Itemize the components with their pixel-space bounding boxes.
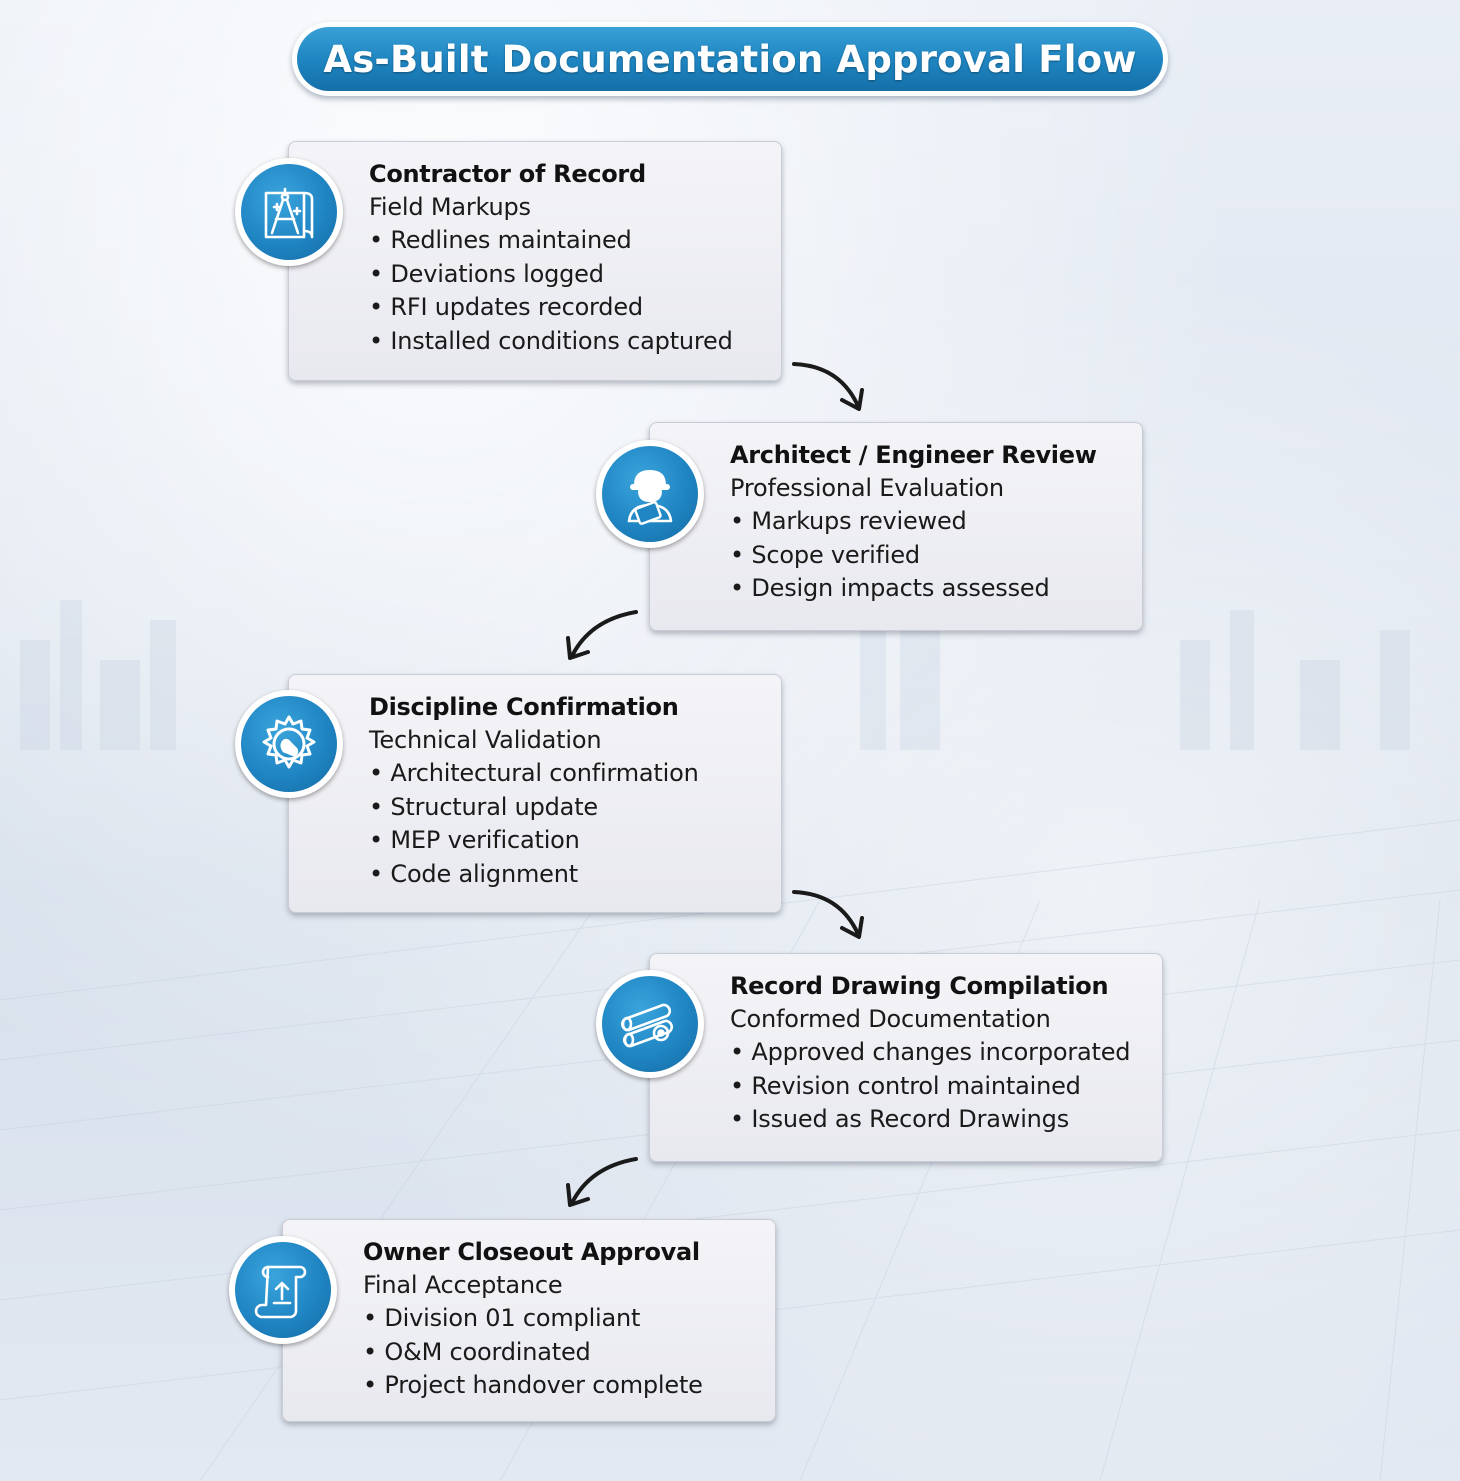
step-subtitle: Final Acceptance <box>363 1271 563 1299</box>
blueprint-compass-icon <box>241 164 337 260</box>
step-text <box>363 1236 765 1403</box>
step-item: • Code alignment <box>369 858 771 891</box>
step-card-owner-closeout-approval <box>282 1219 776 1422</box>
step-title: Contractor of Record <box>369 160 646 188</box>
step-text <box>730 439 1132 606</box>
step-subtitle: Professional Evaluation <box>730 474 1004 502</box>
rolled-drawings-icon <box>602 976 698 1072</box>
step-item: • Markups reviewed <box>730 505 1132 538</box>
step-item: • Revision control maintained <box>730 1070 1152 1103</box>
step-subtitle: Field Markups <box>369 193 531 221</box>
step-item: • O&M coordinated <box>363 1336 765 1369</box>
step-item: • Structural update <box>369 791 771 824</box>
step-text <box>369 691 771 891</box>
flow-arrow <box>556 602 646 672</box>
step-item: • Design impacts assessed <box>730 572 1132 605</box>
step-item: • Installed conditions captured <box>369 325 771 358</box>
step-badge <box>596 440 704 548</box>
flow-arrow <box>788 352 878 422</box>
step-card-architect-engineer-review <box>649 422 1143 631</box>
page-title: As-Built Documentation Approval Flow <box>323 37 1137 81</box>
step-badge <box>235 690 343 798</box>
step-card-record-drawing-compilation <box>649 953 1163 1162</box>
step-badge <box>229 1236 337 1344</box>
step-item: • Deviations logged <box>369 258 771 291</box>
step-title: Record Drawing Compilation <box>730 972 1109 1000</box>
step-card-contractor-of-record <box>288 141 782 381</box>
step-item: • Approved changes incorporated <box>730 1036 1152 1069</box>
step-item: • MEP verification <box>369 824 771 857</box>
title-banner-fill <box>297 27 1163 91</box>
step-card-discipline-confirmation <box>288 674 782 913</box>
title-banner <box>292 22 1168 96</box>
gear-hand-icon <box>241 696 337 792</box>
step-item: • Redlines maintained <box>369 224 771 257</box>
step-item: • Project handover complete <box>363 1369 765 1402</box>
step-item: • Scope verified <box>730 539 1132 572</box>
step-subtitle: Technical Validation <box>369 726 602 754</box>
step-title: Architect / Engineer Review <box>730 441 1097 469</box>
step-title: Discipline Confirmation <box>369 693 679 721</box>
step-item: • Issued as Record Drawings <box>730 1103 1152 1136</box>
engineer-hardhat-icon <box>602 446 698 542</box>
flow-arrow <box>788 880 878 950</box>
step-text <box>730 970 1152 1137</box>
step-text <box>369 158 771 358</box>
step-badge <box>235 158 343 266</box>
flow-arrow <box>556 1149 646 1219</box>
step-badge <box>596 970 704 1078</box>
step-item: • Division 01 compliant <box>363 1302 765 1335</box>
step-item: • Architectural confirmation <box>369 757 771 790</box>
step-title: Owner Closeout Approval <box>363 1238 700 1266</box>
step-item: • RFI updates recorded <box>369 291 771 324</box>
scroll-upload-icon <box>235 1242 331 1338</box>
step-subtitle: Conformed Documentation <box>730 1005 1051 1033</box>
